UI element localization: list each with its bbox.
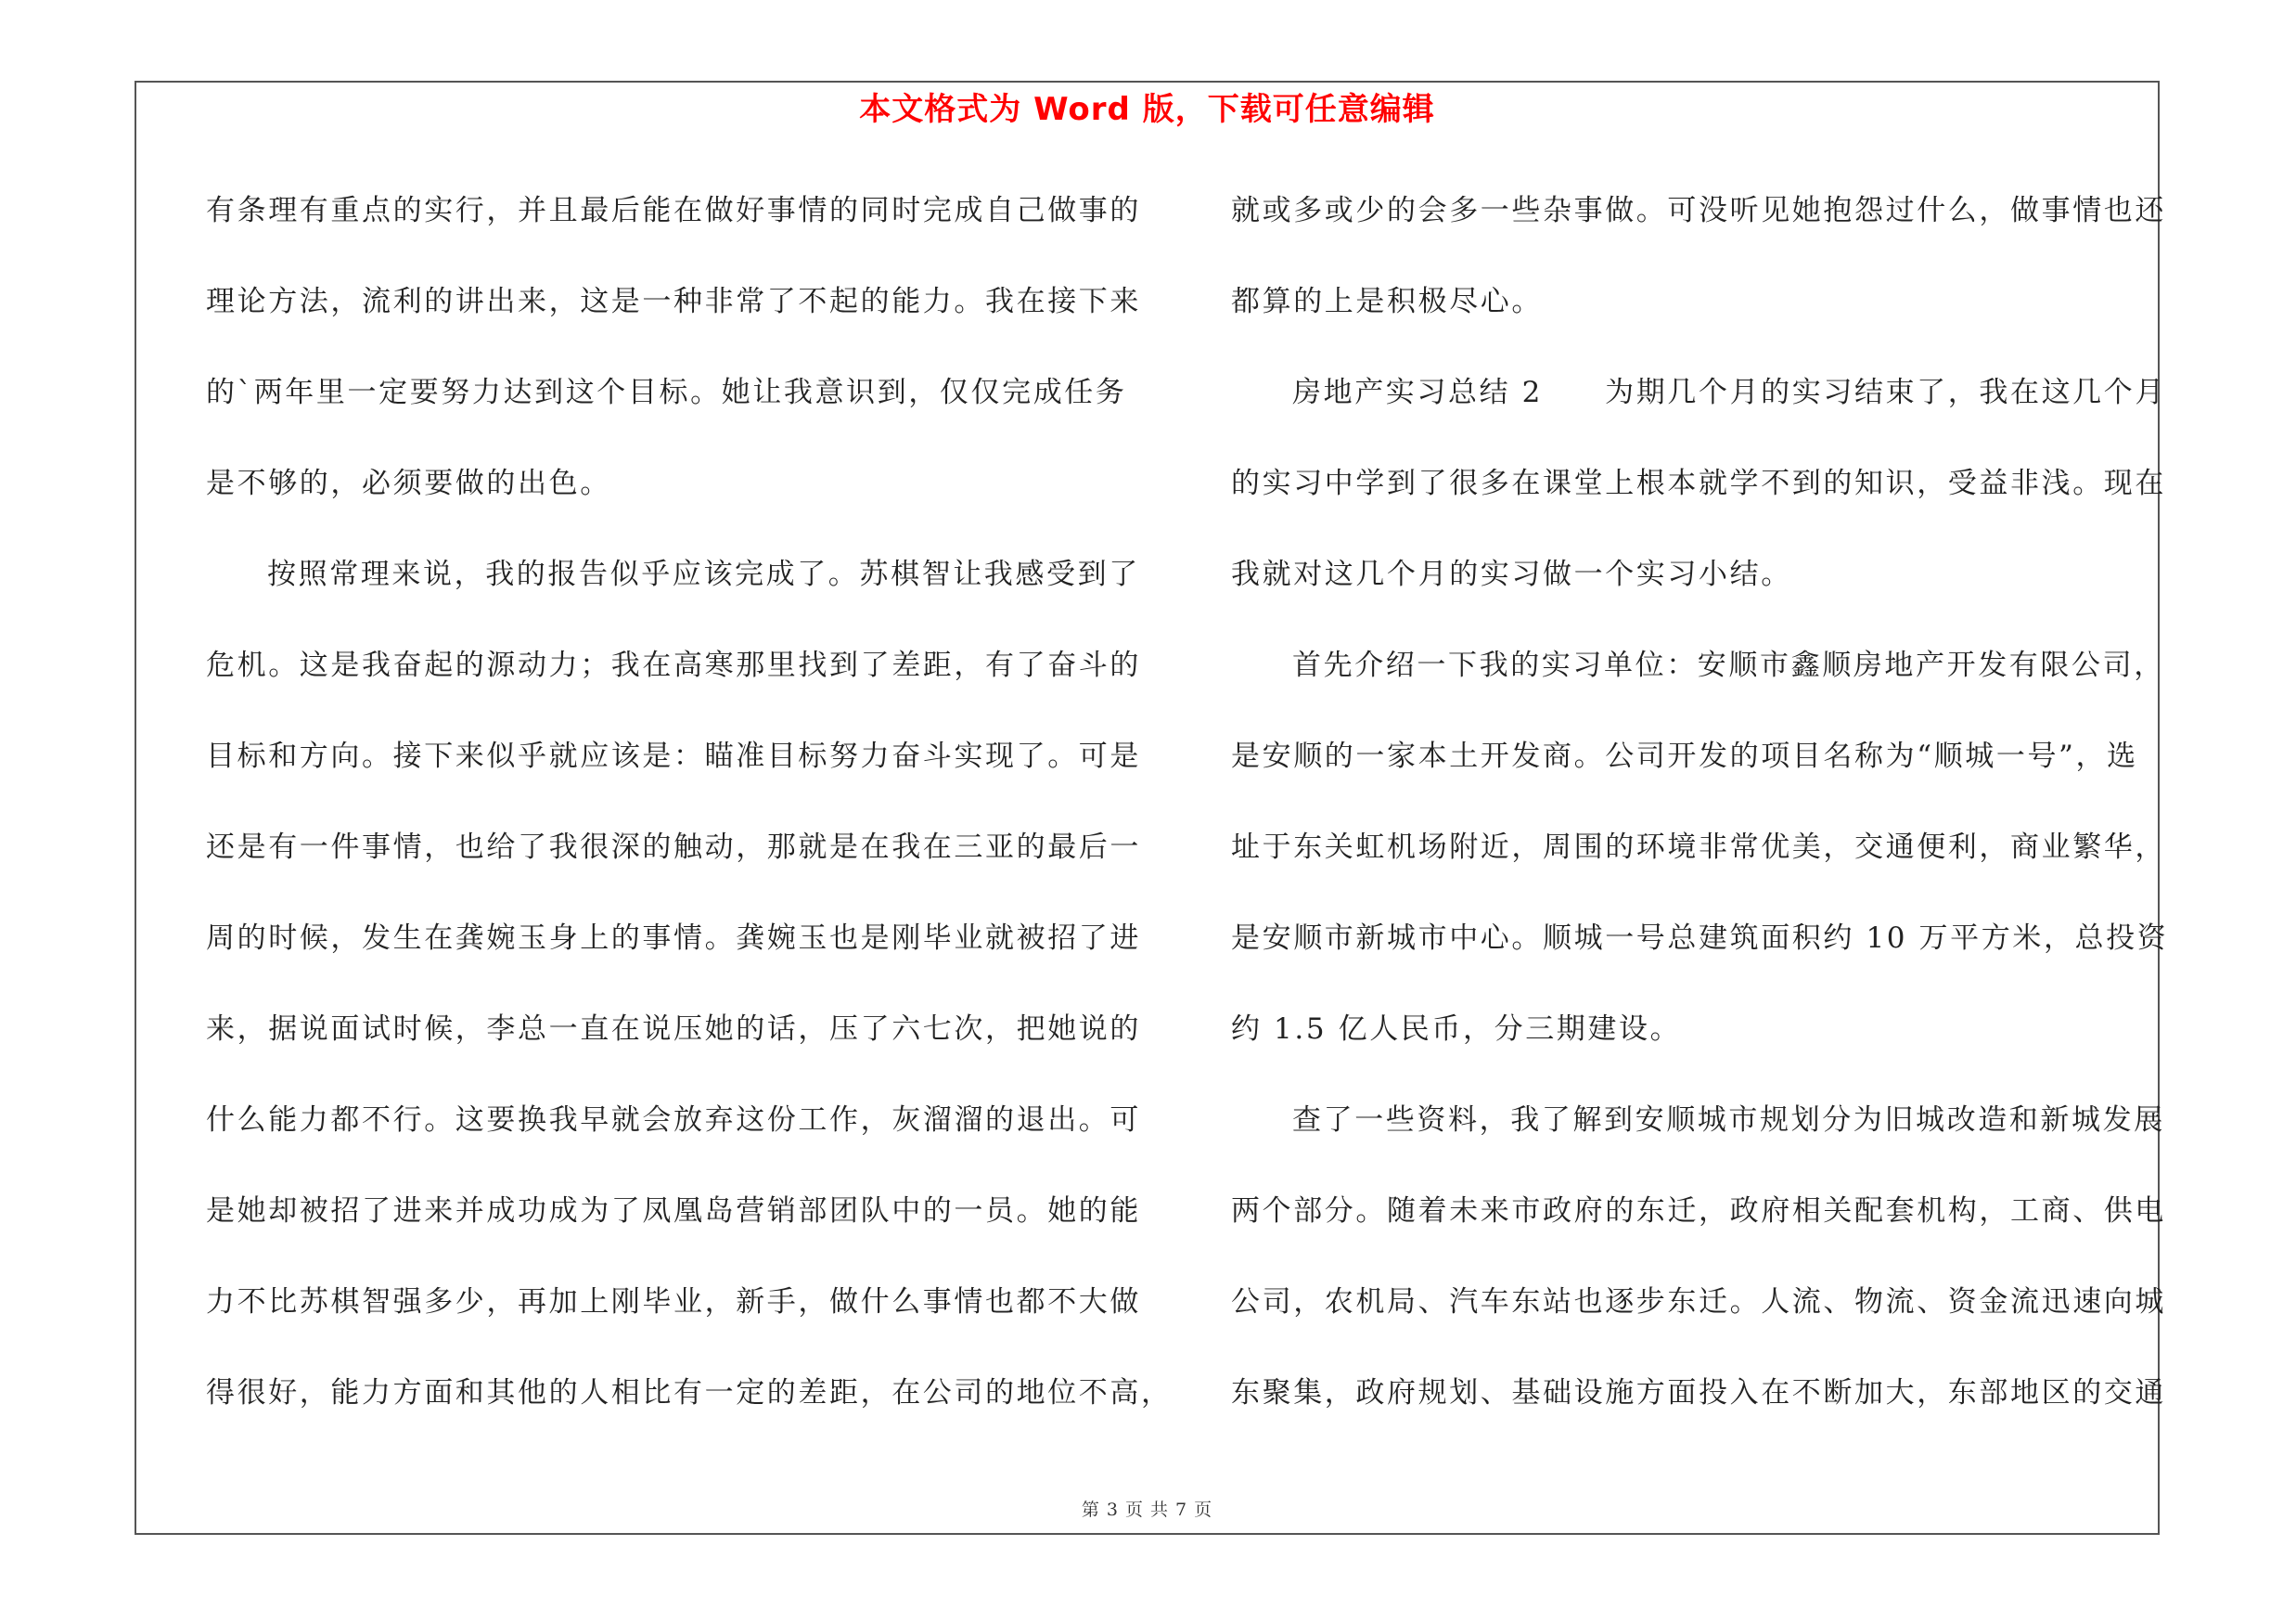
text-line: 目标和方向。接下来似乎就应该是：瞄准目标努力奋斗实现了。可是	[206, 740, 1141, 773]
text-line: 就或多或少的会多一些杂事做。可没听见她抱怨过什么，做事情也还	[1231, 194, 2166, 227]
paragraph-start-line: 按照常理来说，我的报告似乎应该完成了。苏棋智让我感受到了	[267, 558, 1140, 591]
paragraph-start-line: 首先介绍一下我的实习单位：安顺市鑫顺房地产开发有限公司，	[1292, 649, 2165, 682]
text-line: 理论方法，流利的讲出来，这是一种非常了不起的能力。我在接下来	[206, 285, 1141, 318]
left-text-column	[206, 184, 1173, 1457]
paragraph-start-line: 房地产实习总结 2 为期几个月的实习结束了，我在这几个月	[1292, 376, 2166, 409]
text-line: 的实习中学到了很多在课堂上根本就学不到的知识，受益非浅。现在	[1231, 467, 2166, 500]
right-text-column	[1231, 184, 2169, 1457]
text-line: 我就对这几个月的实习做一个实习小结。	[1231, 558, 1792, 591]
text-line: 是不够的，必须要做的出色。	[206, 467, 611, 500]
paragraph-start-line: 查了一些资料，我了解到安顺城市规划分为旧城改造和新城发展	[1292, 1103, 2165, 1137]
text-line: 有条理有重点的实行，并且最后能在做好事情的同时完成自己做事的	[206, 194, 1141, 227]
text-line: 是她却被招了进来并成功成为了凤凰岛营销部团队中的一员。她的能	[206, 1194, 1141, 1228]
text-line: 址于东关虹机场附近，周围的环境非常优美，交通便利，商业繁华，	[1231, 831, 2166, 864]
text-line: 都算的上是积极尽心。	[1231, 285, 1543, 318]
text-line: 危机。这是我奋起的源动力；我在高寒那里找到了差距，有了奋斗的	[206, 649, 1141, 682]
text-line: 来，据说面试时候，李总一直在说压她的话，压了六七次，把她说的	[206, 1012, 1141, 1046]
text-line: 东聚集，政府规划、基础设施方面投入在不断加大，东部地区的交通	[1231, 1376, 2166, 1410]
text-line: 的`两年里一定要努力达到这个目标。她让我意识到，仅仅完成任务	[206, 376, 1127, 409]
text-line: 还是有一件事情，也给了我很深的触动，那就是在我在三亚的最后一	[206, 831, 1141, 864]
text-line: 公司，农机局、汽车东站也逐步东迁。人流、物流、资金流迅速向城	[1231, 1285, 2166, 1319]
text-line: 是安顺的一家本土开发商。公司开发的项目名称为“顺城一号”，选	[1231, 740, 2138, 773]
text-line: 是安顺市新城市中心。顺城一号总建筑面积约 10 万平方米，总投资	[1231, 921, 2169, 955]
text-line: 约 1.5 亿人民币，分三期建设。	[1231, 1012, 1682, 1046]
text-line: 力不比苏棋智强多少，再加上刚毕业，新手，做什么事情也都不大做	[206, 1285, 1141, 1319]
text-line: 周的时候，发生在龚婉玉身上的事情。龚婉玉也是刚毕业就被招了进	[206, 921, 1141, 955]
text-line: 得很好，能力方面和其他的人相比有一定的差距，在公司的地位不高，	[206, 1376, 1173, 1410]
page-number-footer: 第 3 页 共 7 页	[1081, 1500, 1213, 1520]
text-line: 两个部分。随着未来市政府的东迁，政府相关配套机构，工商、供电	[1231, 1194, 2166, 1228]
text-line: 什么能力都不行。这要换我早就会放弃这份工作，灰溜溜的退出。可	[206, 1103, 1141, 1137]
format-banner: 本文格式为 Word 版，下载可任意编辑	[859, 91, 1435, 128]
